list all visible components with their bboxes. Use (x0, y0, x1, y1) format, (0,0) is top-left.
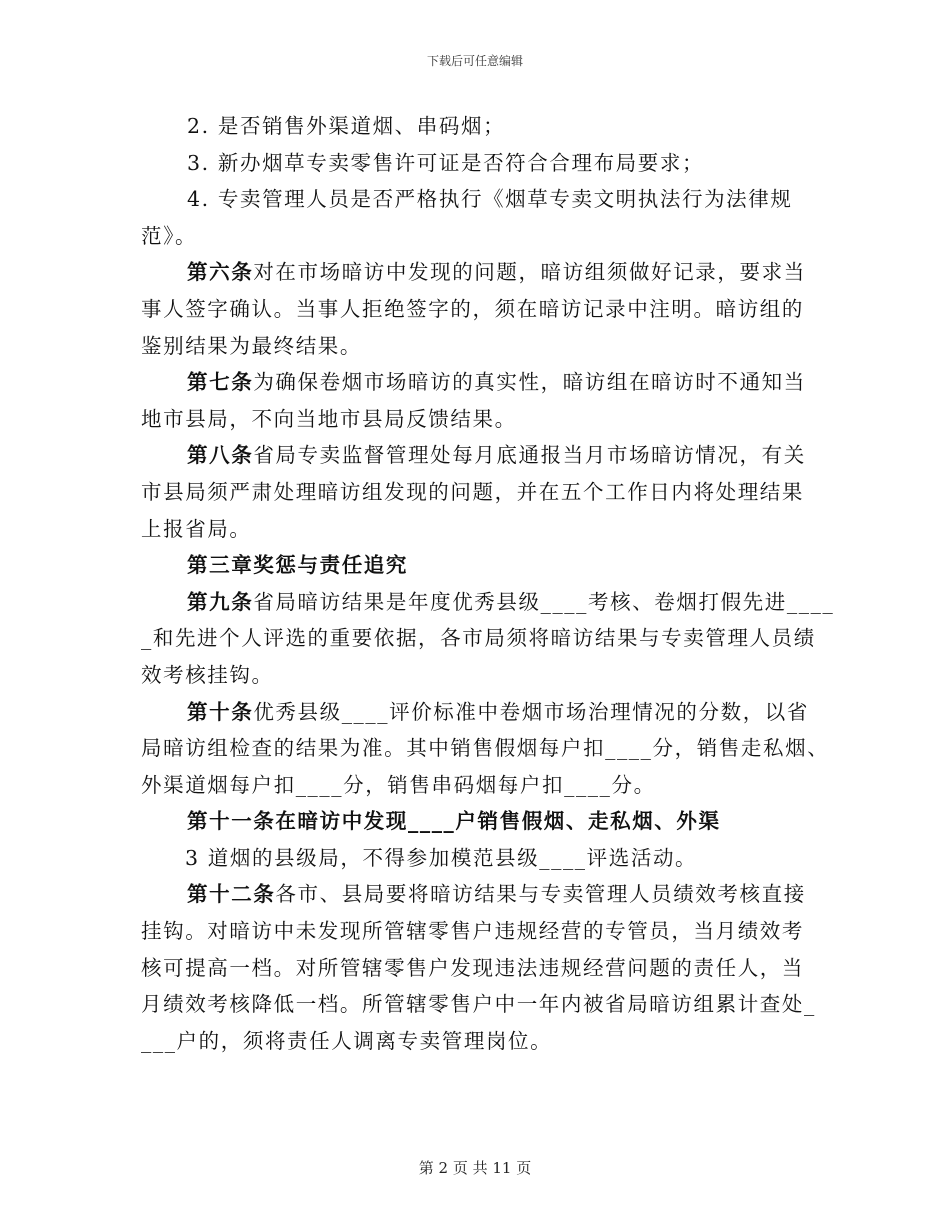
article-6-line-2: 事人签字确认。当事人拒绝签字的，须在暗访记录中注明。暗访组的 (141, 296, 804, 321)
article-6-title: 第六条 (187, 260, 254, 285)
article-9-line-3: 效考核挂钩。 (141, 662, 274, 687)
article-9-line-2: _和先进个人评选的重要依据，各市局须将暗访结果与专卖管理人员绩 (141, 626, 816, 651)
article-12-line-2: 挂钩。对暗访中未发现所管辖零售户违规经营的专管员，当月绩效考 (141, 919, 804, 944)
article-10-line-2: 局暗访组检查的结果为准。其中销售假烟每户扣____分，销售走私烟、 (141, 736, 830, 761)
article-7-line-2: 地市县局，不向当地市县局反馈结果。 (141, 406, 517, 431)
article-6-text: 对在市场暗访中发现的问题，暗访组须做好记录，要求当 (253, 260, 806, 285)
document-body (141, 108, 835, 1059)
article-7-title: 第七条 (187, 370, 254, 395)
list-item-2: 2. 是否销售外渠道烟、串码烟； (187, 114, 506, 138)
article-10-line-1 (141, 694, 811, 731)
page-header: 下载后可任意编辑 (426, 54, 523, 68)
article-9-title: 第九条 (187, 589, 254, 614)
list-item-4-line-1: 4. 专卖管理人员是否严格执行《烟草专卖文明执法行为法律规 (187, 187, 793, 212)
article-10-line-3: 外渠道烟每户扣____分，销售串码烟每户扣____分。 (141, 772, 656, 797)
article-8-title: 第八条 (187, 443, 254, 468)
article-8-line-2: 市县局须严肃处理暗访组发现的问题，并在五个工作日内将处理结果 (141, 479, 804, 504)
article-10-title: 第十条 (187, 699, 254, 724)
article-8-line-1 (141, 437, 811, 474)
article-8-line-3: 上报省局。 (141, 516, 252, 541)
article-9-line-1 (141, 584, 835, 621)
article-12-line-1 (141, 876, 811, 913)
article-11-line-1: 第十一条在暗访中发现____户销售假烟、走私烟、外渠 (187, 809, 721, 834)
article-8-text: 省局专卖监督管理处每月底通报当月市场暗访情况，有关 (253, 443, 806, 468)
list-item-4-line-2: 范》。 (141, 223, 198, 248)
list-item-3: 3. 新办烟草专卖零售许可证是否符合合理布局要求； (187, 150, 705, 175)
article-10-text: 优秀县级____评价标准中卷烟市场治理情况的分数，以省 (253, 699, 810, 724)
article-12-line-5: ___户的，须将责任人调离专卖管理岗位。 (141, 1028, 553, 1053)
article-6-line-3: 鉴别结果为最终结果。 (141, 333, 362, 358)
article-11-line-2: 3 道烟的县级局，不得参加模范县级____评选活动。 (185, 845, 698, 870)
article-12-line-4: 月绩效考核降低一档。所管辖零售户中一年内被省局暗访组累计查处_ (141, 992, 816, 1017)
article-12-title: 第十二条 (187, 882, 276, 907)
article-6-line-1 (141, 254, 811, 291)
article-7-line-1 (141, 364, 811, 401)
article-12-text: 各市、县局要将暗访结果与专卖管理人员绩效考核直接 (275, 882, 806, 907)
article-9-text: 省局暗访结果是年度优秀县级____考核、卷烟打假先进____ (253, 589, 835, 614)
article-7-text: 为确保卷烟市场暗访的真实性，暗访组在暗访时不通知当 (253, 370, 806, 395)
article-12-line-3: 核可提高一档。对所管辖零售户发现违法违规经营问题的责任人，当 (141, 955, 804, 980)
page-number-footer: 第 2 页 共 11 页 (418, 1159, 532, 1177)
chapter-3-heading: 第三章奖惩与责任追究 (187, 553, 408, 578)
